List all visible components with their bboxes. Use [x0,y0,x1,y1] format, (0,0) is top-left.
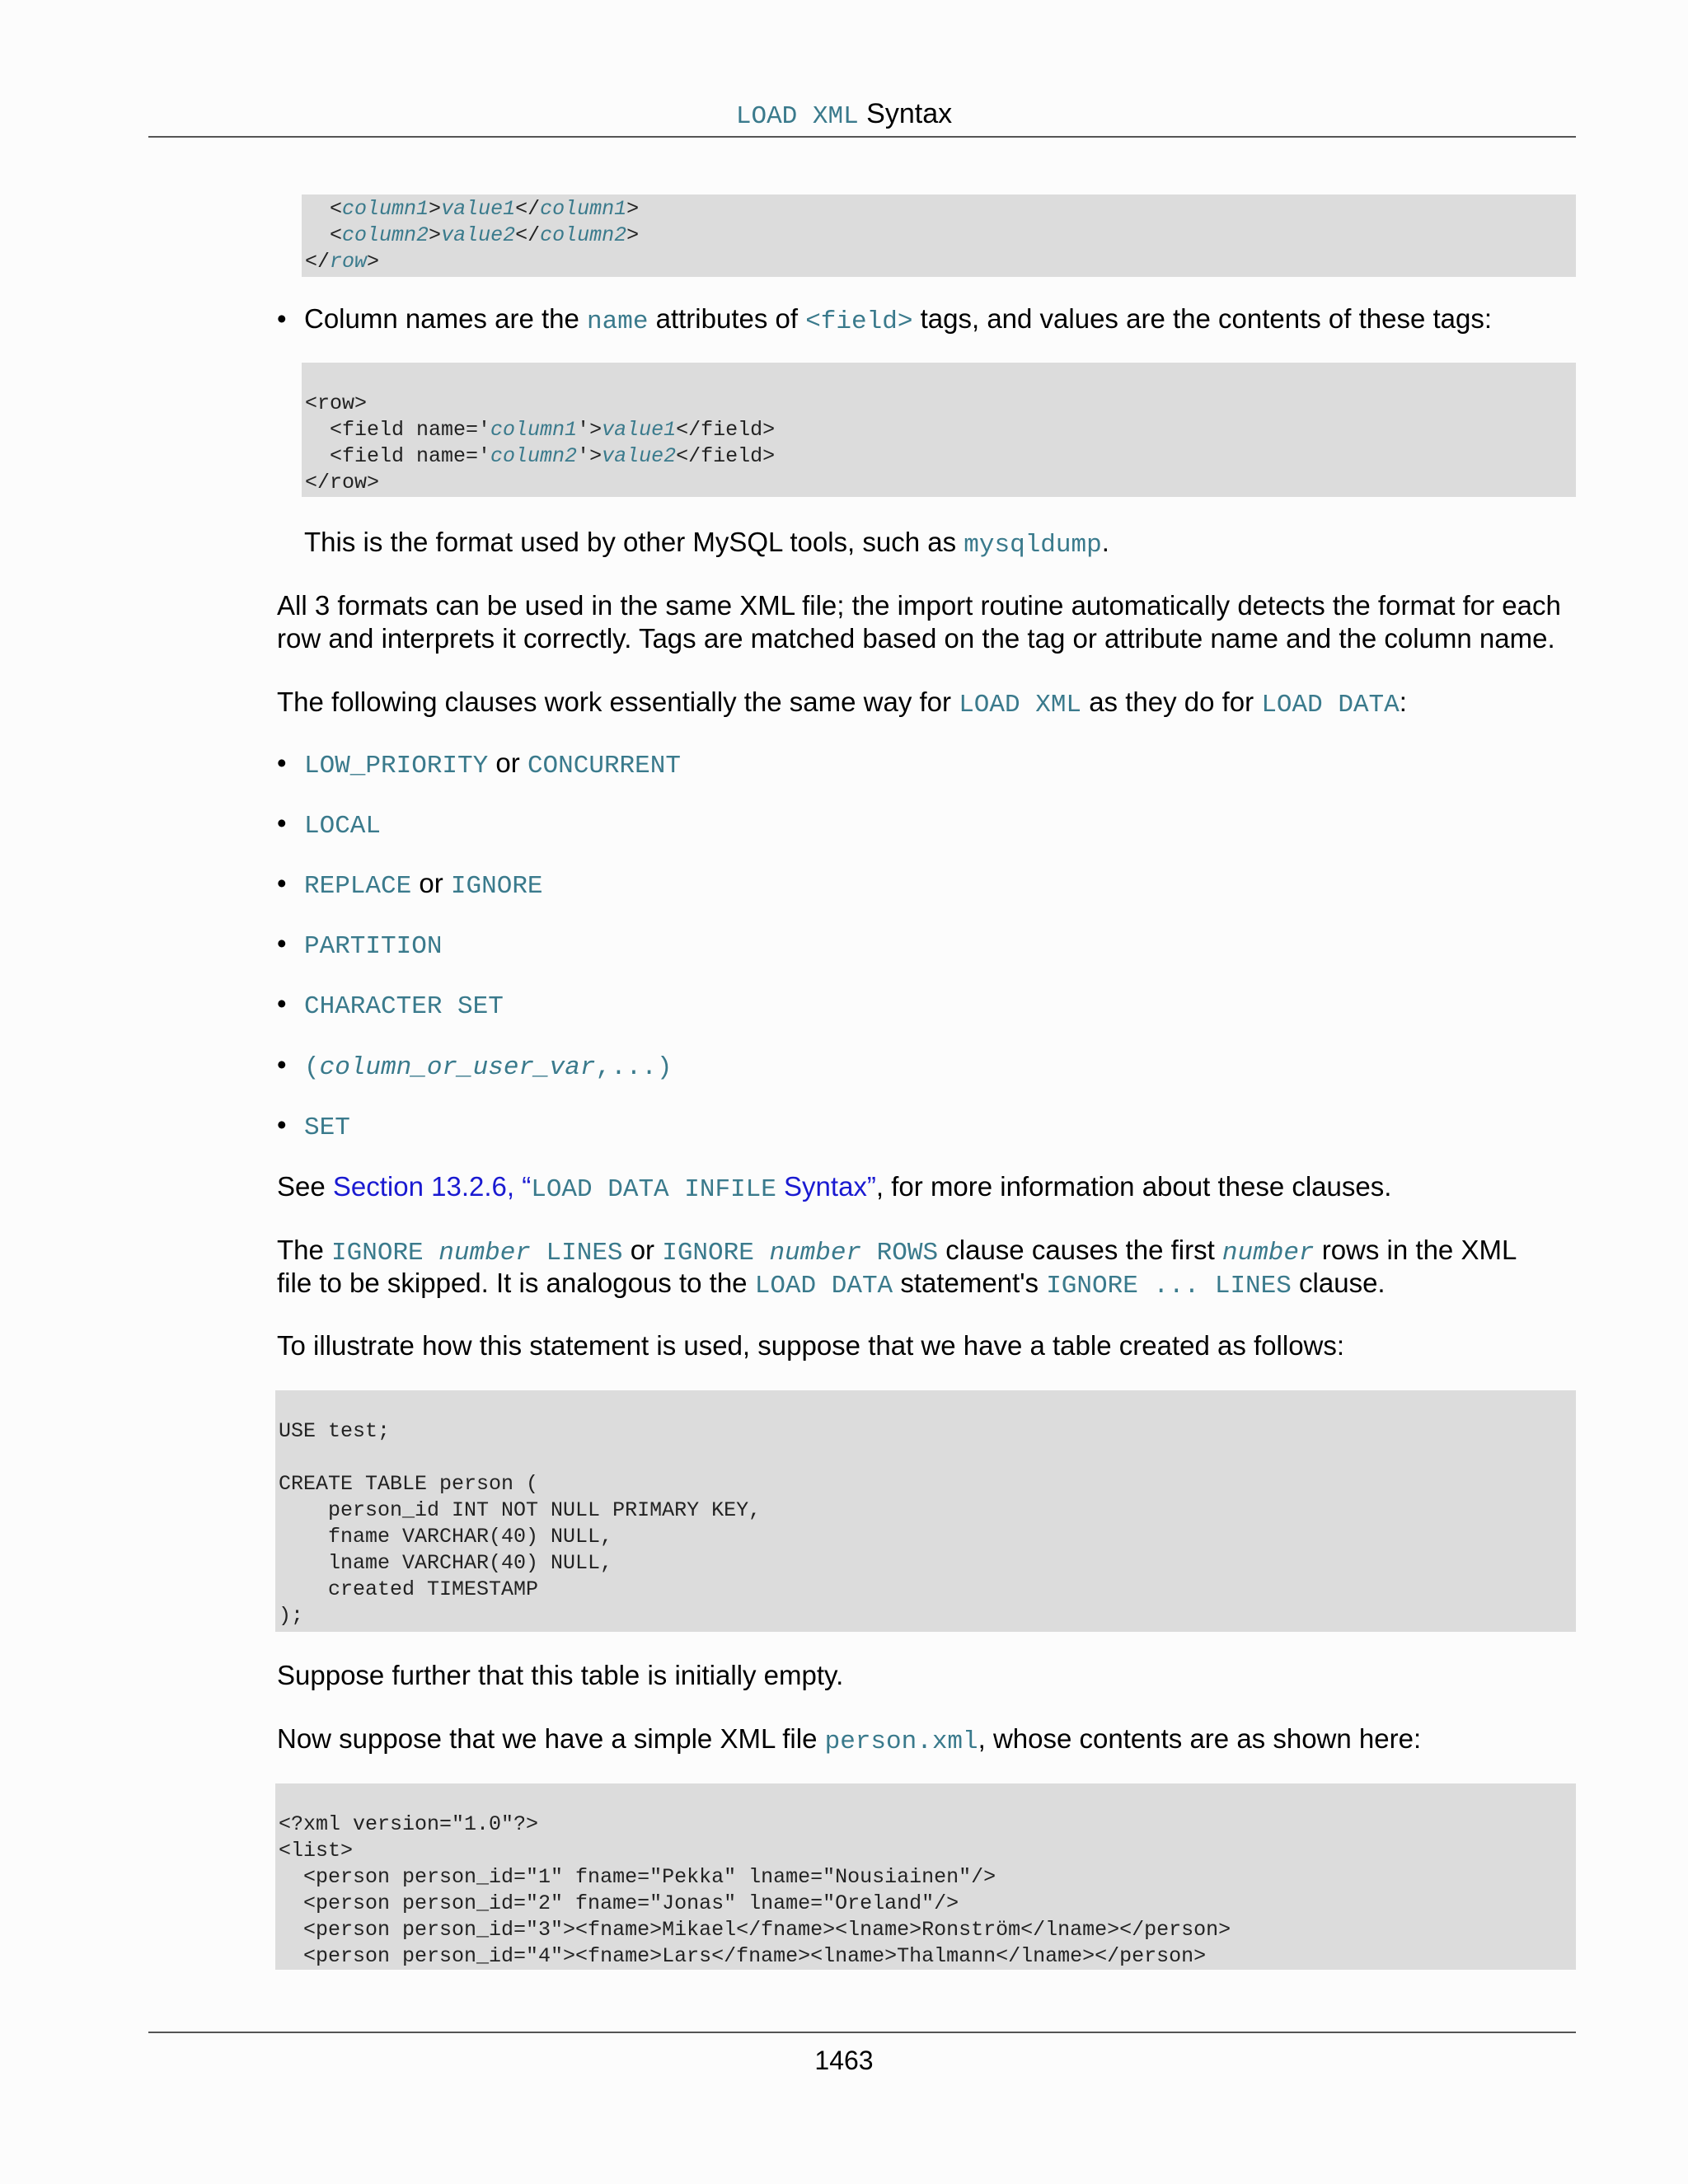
code-block-field-format: <row> <field name='column1'>value1</field> <field name='column2'>value2</field> </row> [302,363,1576,497]
bullet-dot: • [277,1049,287,1080]
illustrate-paragraph: To illustrate how this statement is used, suppose that we have a table created as follows: [277,1330,1345,1361]
code-block-person-xml: <?xml version="1.0"?> <list> <person person_id="1" fname="Pekka" lname="Nousiainen"/> <person person_id="2" fname="Jonas" lname="Oreland"/> <person person_id="3"><fname>Mikael</fname><lname>Ronström</lname></person> <person person_id="4"><fname>Lars</fname><lname>Thalmann</lname></person> [275,1783,1576,1970]
bullet-dot: • [277,748,287,778]
mysqldump-code: mysqldump [964,531,1102,560]
bullet-dot: • [277,303,287,334]
bullet-dot: • [277,808,287,838]
clauses-paragraph: The following clauses work essentially the same way for LOAD XML as they do for LOAD DATA: [277,687,1407,719]
clause-item-charset: CHARACTER SET [304,992,504,1021]
ignore-paragraph-line2: file to be skipped. It is analogous to the LOAD DATA statement's IGNORE ... LINES clause. [277,1268,1386,1301]
bullet-dot: • [277,1109,287,1140]
bullet-dot: • [277,928,287,958]
mysqldump-paragraph: This is the format used by other MySQL tools, such as mysqldump. [304,527,1109,560]
bullet-dot: • [277,988,287,1019]
formats-paragraph-line1: All 3 formats can be used in the same XML file; the import routine automatically detects the format for each [277,590,1561,621]
ignore-paragraph-line1: The IGNORE number LINES or IGNORE number ROWS clause causes the first number rows in the XML [277,1235,1517,1268]
formats-paragraph-line2: row and interprets it correctly. Tags are matched based on the tag or attribute name and the column name. [277,623,1555,654]
empty-table-paragraph: Suppose further that this table is initially empty. [277,1660,844,1690]
header-rule [148,136,1576,138]
clause-item-replace: REPLACE or IGNORE [304,868,543,901]
bullet-field-format: Column names are the name attributes of <field> tags, and values are the contents of these tags: [304,303,1493,336]
header-title-text: Syntax [866,98,953,129]
header-title-code: LOAD XML [735,102,859,131]
code-block-create-table: USE test; CREATE TABLE person ( person_id INT NOT NULL PRIMARY KEY, fname VARCHAR(40) NULL, lname VARCHAR(40) NULL, created TIMESTAMP ); [275,1390,1576,1632]
clause-item-column-list: (column_or_user_var,...) [304,1053,673,1082]
clause-item-set: SET [304,1113,350,1142]
xml-file-paragraph: Now suppose that we have a simple XML file person.xml, whose contents are as shown here: [277,1723,1422,1756]
section-link[interactable]: Section 13.2.6, “LOAD DATA INFILE Syntax” [332,1171,876,1204]
clause-item-partition: PARTITION [304,932,443,961]
see-section-paragraph: See Section 13.2.6, “LOAD DATA INFILE Syntax”, for more information about these clauses. [277,1171,1392,1204]
bullet-dot: • [277,868,287,898]
code-block-row-continuation: <column1>value1</column1> <column2>value2</column2> </row> [302,194,1576,277]
page-header [0,97,1688,134]
footer-rule [148,2032,1576,2033]
clause-item-priority: LOW_PRIORITY or CONCURRENT [304,748,681,780]
clause-item-local: LOCAL [304,812,382,841]
person-xml-code: person.xml [824,1727,978,1756]
page-number: 1463 [814,2046,874,2075]
